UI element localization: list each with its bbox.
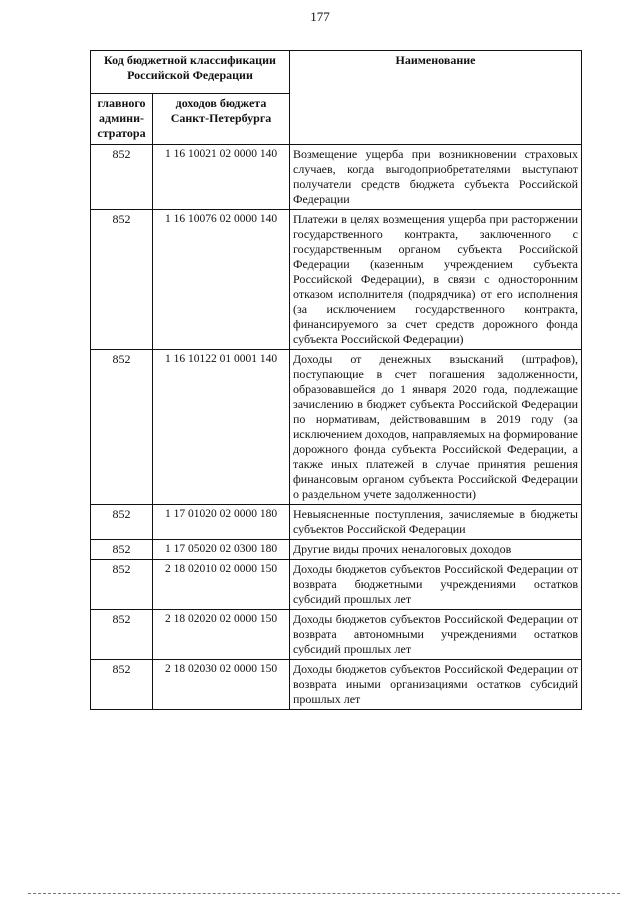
table-row: [91, 660, 582, 710]
header-income: доходов бюджета Санкт-Петербурга: [153, 94, 290, 145]
income-code: 2 18 02010 02 0000 150: [153, 560, 290, 610]
table-row: [91, 560, 582, 610]
budget-classification-table: [90, 50, 582, 710]
income-code: 2 18 02020 02 0000 150: [153, 610, 290, 660]
income-name: Доходы бюджетов субъектов Российской Федерации от возврата иными организациями остатков субсидий прошлых лет: [290, 660, 582, 710]
income-code: 1 17 05020 02 0300 180: [153, 540, 290, 560]
income-name: Доходы бюджетов субъектов Российской Федерации от возврата автономными учреждениями остатков субсидий прошлых лет: [290, 610, 582, 660]
admin-code: 852: [91, 350, 153, 505]
admin-code: 852: [91, 660, 153, 710]
income-name: Невыясненные поступления, зачисляемые в бюджеты субъектов Российской Федерации: [290, 505, 582, 540]
header-name: Наименование: [290, 51, 582, 145]
header-admin: главного админи-стратора: [91, 94, 153, 145]
admin-code: 852: [91, 210, 153, 350]
income-name: Платежи в целях возмещения ущерба при расторжении государственного контракта, заключенного с государственным органом субъекта Российской Федерации (казенным учреждением субъекта Российской Федерации), в связи с односторонним отказом исполнителя (подрядчика) от его исполнения (за исключением государственного контракта, финансируемого за счет средств дорожного фонда субъекта Российской Федерации): [290, 210, 582, 350]
income-name: Другие виды прочих неналоговых доходов: [290, 540, 582, 560]
page-number: 177: [310, 9, 330, 24]
table-row: [91, 610, 582, 660]
income-code: 1 16 10122 01 0001 140: [153, 350, 290, 505]
admin-code: 852: [91, 145, 153, 210]
admin-code: 852: [91, 505, 153, 540]
income-name: Доходы от денежных взысканий (штрафов), поступающие в счет погашения задолженности, образовавшейся до 1 января 2020 года, подлежащие зачислению в бюджет субъекта Российской Федерации по нормативам, действовавшим в 2019 году (за исключением доходов, направляемых на формирование дорожного фонда субъекта Российской Федерации, а также иных платежей в случае принятия решения финансовым органом субъекта Российской Федерации о раздельном учете задолженности): [290, 350, 582, 505]
table-row: [91, 540, 582, 560]
admin-code: 852: [91, 540, 153, 560]
income-code: 2 18 02030 02 0000 150: [153, 660, 290, 710]
income-code: 1 16 10021 02 0000 140: [153, 145, 290, 210]
table-row: [91, 350, 582, 505]
table-row: [91, 505, 582, 540]
table-row: [91, 145, 582, 210]
income-name: Доходы бюджетов субъектов Российской Федерации от возврата бюджетными учреждениями остатков субсидий прошлых лет: [290, 560, 582, 610]
income-code: 1 16 10076 02 0000 140: [153, 210, 290, 350]
table-header-row: [91, 51, 582, 94]
income-code: 1 17 01020 02 0000 180: [153, 505, 290, 540]
income-name: Возмещение ущерба при возникновении страховых случаев, когда выгодоприобретателями выступают получатели средств бюджета субъекта Российской Федерации: [290, 145, 582, 210]
table-row: [91, 210, 582, 350]
admin-code: 852: [91, 560, 153, 610]
header-code-group: Код бюджетной классификации Российской Федерации: [91, 51, 290, 94]
page-bottom-divider: [28, 893, 620, 894]
admin-code: 852: [91, 610, 153, 660]
